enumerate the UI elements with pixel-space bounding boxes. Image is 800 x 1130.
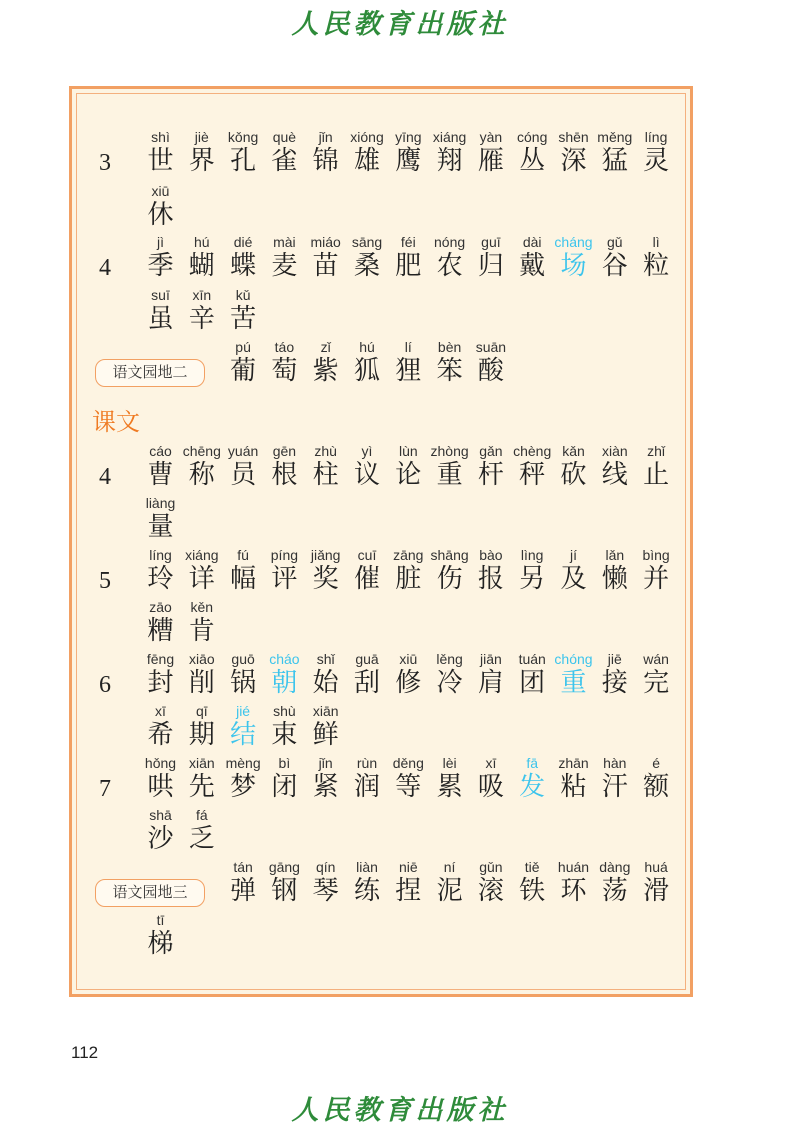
lesson-number: 4 bbox=[99, 255, 111, 281]
character-entry bbox=[636, 858, 677, 910]
pinyin: xiān bbox=[312, 703, 339, 719]
pinyin: táo bbox=[274, 339, 295, 355]
pinyin: què bbox=[272, 129, 297, 145]
pinyin: chèng bbox=[513, 443, 552, 459]
hanzi: 捏 bbox=[395, 876, 422, 906]
pinyin: tī bbox=[156, 912, 165, 928]
pinyin: dié bbox=[233, 234, 253, 250]
pinyin: zāo bbox=[149, 599, 172, 615]
hanzi: 吸 bbox=[477, 772, 504, 802]
pinyin: jì bbox=[157, 234, 164, 250]
hanzi: 另 bbox=[519, 564, 546, 594]
pinyin: yàn bbox=[479, 129, 503, 145]
pinyin: lǎn bbox=[605, 547, 625, 563]
hanzi: 紫 bbox=[312, 356, 339, 386]
pinyin: bèn bbox=[437, 339, 462, 355]
page-number: 112 bbox=[71, 1043, 99, 1062]
pinyin: xiāo bbox=[188, 651, 215, 667]
hanzi: 累 bbox=[436, 772, 463, 802]
pinyin: jiān bbox=[479, 651, 502, 667]
publisher-header: 人民教育出版社 bbox=[291, 9, 509, 40]
hanzi: 希 bbox=[147, 720, 174, 750]
hanzi: 戴 bbox=[519, 251, 546, 281]
pinyin: shā bbox=[149, 807, 172, 823]
hanzi: 梦 bbox=[230, 772, 257, 802]
pinyin: kǎn bbox=[562, 443, 585, 459]
hanzi: 哄 bbox=[147, 772, 174, 802]
pinyin: tiě bbox=[524, 859, 540, 875]
pinyin: chóng bbox=[554, 651, 593, 667]
pinyin: xiáng bbox=[432, 129, 467, 145]
hanzi: 季 bbox=[147, 251, 174, 281]
hanzi: 玲 bbox=[147, 564, 174, 594]
pinyin: fā bbox=[526, 755, 539, 771]
pinyin: kǔ bbox=[235, 287, 251, 303]
hanzi: 深 bbox=[560, 146, 587, 176]
pinyin: suān bbox=[475, 339, 507, 355]
pinyin: zǐ bbox=[320, 339, 331, 355]
hanzi: 农 bbox=[436, 251, 463, 281]
hanzi: 辛 bbox=[188, 304, 215, 334]
hanzi: 场 bbox=[560, 251, 587, 281]
hanzi: 翔 bbox=[436, 146, 463, 176]
pinyin: shù bbox=[273, 703, 296, 719]
pinyin: mèng bbox=[225, 755, 261, 771]
pinyin: jí bbox=[570, 547, 577, 563]
hanzi: 谷 bbox=[601, 251, 628, 281]
pinyin: jiē bbox=[607, 651, 622, 667]
pinyin: zhòng bbox=[430, 443, 469, 459]
pinyin: xióng bbox=[350, 129, 384, 145]
hanzi: 杆 bbox=[477, 460, 504, 490]
pinyin: nóng bbox=[434, 234, 466, 250]
pinyin: xiàn bbox=[601, 443, 628, 459]
hanzi: 曹 bbox=[147, 460, 174, 490]
hanzi: 苗 bbox=[312, 251, 339, 281]
hanzi: 休 bbox=[147, 200, 174, 230]
pinyin: fú bbox=[237, 547, 249, 563]
hanzi: 伤 bbox=[436, 564, 463, 594]
pinyin: cháng bbox=[554, 234, 593, 250]
pinyin: yīng bbox=[395, 129, 422, 145]
pinyin: xī bbox=[485, 755, 497, 771]
hanzi: 孔 bbox=[230, 146, 257, 176]
hanzi: 期 bbox=[188, 720, 215, 750]
pinyin: xiū bbox=[151, 183, 170, 199]
pinyin: hú bbox=[359, 339, 375, 355]
hanzi: 乏 bbox=[188, 824, 215, 854]
pinyin: jiǎng bbox=[310, 547, 341, 563]
hanzi: 练 bbox=[353, 876, 380, 906]
hanzi: 议 bbox=[353, 460, 380, 490]
hanzi: 团 bbox=[519, 668, 546, 698]
hanzi: 冷 bbox=[436, 668, 463, 698]
pinyin: zhǐ bbox=[647, 443, 666, 459]
hanzi: 丛 bbox=[519, 146, 546, 176]
pinyin: fá bbox=[195, 807, 208, 823]
hanzi: 催 bbox=[353, 564, 380, 594]
pinyin: hú bbox=[194, 234, 210, 250]
hanzi: 界 bbox=[188, 146, 215, 176]
hanzi: 等 bbox=[395, 772, 422, 802]
character-entry bbox=[305, 702, 346, 754]
hanzi: 砍 bbox=[560, 460, 587, 490]
hanzi: 虽 bbox=[147, 304, 174, 334]
pinyin: qín bbox=[315, 859, 336, 875]
character-entry bbox=[636, 650, 677, 702]
hanzi: 蝶 bbox=[230, 251, 257, 281]
character-entry bbox=[636, 128, 677, 180]
pinyin: liàn bbox=[356, 859, 378, 875]
pinyin: lùn bbox=[398, 443, 418, 459]
hanzi: 雄 bbox=[353, 146, 380, 176]
pinyin: pú bbox=[235, 339, 251, 355]
hanzi: 奖 bbox=[312, 564, 339, 594]
hanzi: 削 bbox=[188, 668, 215, 698]
language-garden-badge: 语文园地二 bbox=[95, 359, 205, 387]
hanzi: 狐 bbox=[353, 356, 380, 386]
hanzi: 朝 bbox=[271, 668, 298, 698]
pinyin: shēn bbox=[558, 129, 589, 145]
hanzi: 重 bbox=[560, 668, 587, 698]
pinyin: gāng bbox=[268, 859, 300, 875]
pinyin: xiáng bbox=[185, 547, 219, 563]
pinyin: hàn bbox=[603, 755, 627, 771]
hanzi: 归 bbox=[477, 251, 504, 281]
hanzi: 锦 bbox=[312, 146, 339, 176]
hanzi: 完 bbox=[643, 668, 670, 698]
pinyin: cháo bbox=[269, 651, 300, 667]
pinyin: zhān bbox=[558, 755, 589, 771]
pinyin: měng bbox=[597, 129, 633, 145]
hanzi: 锅 bbox=[230, 668, 257, 698]
pinyin: gǔn bbox=[479, 859, 503, 875]
hanzi: 量 bbox=[147, 512, 174, 542]
pinyin: liàng bbox=[145, 495, 176, 511]
hanzi: 评 bbox=[271, 564, 298, 594]
hanzi: 论 bbox=[395, 460, 422, 490]
hanzi: 荡 bbox=[601, 876, 628, 906]
hanzi: 雀 bbox=[271, 146, 298, 176]
pinyin: lěng bbox=[436, 651, 463, 667]
lesson-number: 6 bbox=[99, 672, 111, 698]
pinyin: xiān bbox=[188, 755, 215, 771]
hanzi: 紧 bbox=[312, 772, 339, 802]
character-entry bbox=[636, 233, 677, 285]
hanzi: 脏 bbox=[395, 564, 422, 594]
pinyin: děng bbox=[392, 755, 424, 771]
pinyin: jǐn bbox=[318, 755, 333, 771]
hanzi: 蝴 bbox=[188, 251, 215, 281]
pinyin: guā bbox=[355, 651, 379, 667]
pinyin: líng bbox=[149, 547, 172, 563]
pinyin: dàng bbox=[599, 859, 631, 875]
pinyin: píng bbox=[270, 547, 299, 563]
pinyin: líng bbox=[644, 129, 668, 145]
hanzi: 肯 bbox=[188, 616, 215, 646]
publisher-footer: 人民教育出版社 bbox=[291, 1095, 509, 1126]
pinyin: lí bbox=[404, 339, 412, 355]
pinyin: qī bbox=[195, 703, 208, 719]
hanzi: 粘 bbox=[560, 772, 587, 802]
pinyin: lèi bbox=[442, 755, 457, 771]
pinyin: é bbox=[652, 755, 660, 771]
pinyin: fēng bbox=[146, 651, 175, 667]
pinyin: gǎn bbox=[479, 443, 503, 459]
language-garden-badge: 语文园地三 bbox=[95, 879, 205, 907]
pinyin: dài bbox=[522, 234, 542, 250]
hanzi: 弹 bbox=[230, 876, 257, 906]
hanzi: 麦 bbox=[271, 251, 298, 281]
hanzi: 梯 bbox=[147, 929, 174, 959]
pinyin: mài bbox=[273, 234, 296, 250]
character-entry bbox=[140, 911, 181, 963]
pinyin: tuán bbox=[518, 651, 546, 667]
hanzi: 滑 bbox=[643, 876, 670, 906]
hanzi: 及 bbox=[560, 564, 587, 594]
hanzi: 铁 bbox=[519, 876, 546, 906]
pinyin: hǒng bbox=[144, 755, 177, 771]
hanzi: 钢 bbox=[271, 876, 298, 906]
hanzi: 幅 bbox=[230, 564, 257, 594]
hanzi: 灵 bbox=[643, 146, 670, 176]
hanzi: 封 bbox=[147, 668, 174, 698]
pinyin: bìng bbox=[642, 547, 670, 563]
hanzi: 结 bbox=[230, 720, 257, 750]
lesson-number: 7 bbox=[99, 776, 111, 802]
hanzi: 懒 bbox=[601, 564, 628, 594]
character-entry bbox=[181, 598, 222, 650]
hanzi: 鹰 bbox=[395, 146, 422, 176]
character-entry bbox=[470, 338, 511, 390]
hanzi: 接 bbox=[601, 668, 628, 698]
pinyin: zāng bbox=[393, 547, 424, 563]
hanzi: 猛 bbox=[601, 146, 628, 176]
hanzi: 重 bbox=[436, 460, 463, 490]
hanzi: 滚 bbox=[477, 876, 504, 906]
pinyin: huán bbox=[557, 859, 590, 875]
lesson-number: 4 bbox=[99, 464, 111, 490]
pinyin: shǐ bbox=[316, 651, 335, 667]
pinyin: shāng bbox=[430, 547, 469, 563]
hanzi: 员 bbox=[230, 460, 257, 490]
hanzi: 泥 bbox=[436, 876, 463, 906]
hanzi: 笨 bbox=[436, 356, 463, 386]
hanzi: 根 bbox=[271, 460, 298, 490]
character-entry bbox=[636, 442, 677, 494]
hanzi: 雁 bbox=[477, 146, 504, 176]
pinyin: miáo bbox=[310, 234, 341, 250]
hanzi: 沙 bbox=[147, 824, 174, 854]
hanzi: 葡 bbox=[230, 356, 257, 386]
hanzi: 先 bbox=[188, 772, 215, 802]
character-entry bbox=[140, 494, 181, 546]
pinyin: kěn bbox=[190, 599, 214, 615]
character-entry bbox=[140, 182, 181, 234]
pinyin: yì bbox=[361, 443, 373, 459]
hanzi: 闭 bbox=[271, 772, 298, 802]
hanzi: 发 bbox=[519, 772, 546, 802]
hanzi: 琴 bbox=[312, 876, 339, 906]
hanzi: 环 bbox=[560, 876, 587, 906]
pinyin: zhù bbox=[314, 443, 337, 459]
hanzi: 糟 bbox=[147, 616, 174, 646]
section-heading-lessons: 课文 bbox=[92, 408, 140, 436]
pinyin: guī bbox=[481, 234, 501, 250]
pinyin: rùn bbox=[356, 755, 378, 771]
pinyin: lì bbox=[652, 234, 660, 250]
hanzi: 并 bbox=[643, 564, 670, 594]
hanzi: 粒 bbox=[643, 251, 670, 281]
hanzi: 刮 bbox=[353, 668, 380, 698]
character-entry bbox=[636, 546, 677, 598]
pinyin: gǔ bbox=[607, 234, 623, 250]
hanzi: 称 bbox=[188, 460, 215, 490]
hanzi: 狸 bbox=[395, 356, 422, 386]
pinyin: guō bbox=[231, 651, 255, 667]
pinyin: huá bbox=[644, 859, 668, 875]
hanzi: 鲜 bbox=[312, 720, 339, 750]
pinyin: chēng bbox=[182, 443, 221, 459]
hanzi: 苦 bbox=[230, 304, 257, 334]
hanzi: 始 bbox=[312, 668, 339, 698]
hanzi: 桑 bbox=[353, 251, 380, 281]
hanzi: 秤 bbox=[519, 460, 546, 490]
hanzi: 润 bbox=[353, 772, 380, 802]
pinyin: xīn bbox=[192, 287, 212, 303]
hanzi: 世 bbox=[147, 146, 174, 176]
hanzi: 束 bbox=[271, 720, 298, 750]
pinyin: féi bbox=[400, 234, 416, 250]
pinyin: cóng bbox=[517, 129, 548, 145]
pinyin: tán bbox=[233, 859, 253, 875]
hanzi: 修 bbox=[395, 668, 422, 698]
lesson-number: 5 bbox=[99, 568, 111, 594]
hanzi: 汗 bbox=[601, 772, 628, 802]
pinyin: bì bbox=[278, 755, 291, 771]
lesson-number: 3 bbox=[99, 150, 111, 176]
hanzi: 柱 bbox=[312, 460, 339, 490]
pinyin: wán bbox=[643, 651, 669, 667]
hanzi: 肥 bbox=[395, 251, 422, 281]
pinyin: niē bbox=[398, 859, 418, 875]
pinyin: bào bbox=[479, 547, 503, 563]
hanzi: 止 bbox=[643, 460, 670, 490]
hanzi: 详 bbox=[188, 564, 215, 594]
pinyin: shì bbox=[151, 129, 170, 145]
pinyin: cuī bbox=[357, 547, 377, 563]
character-entry bbox=[181, 806, 222, 858]
character-entry bbox=[636, 754, 677, 806]
pinyin: xiū bbox=[399, 651, 418, 667]
pinyin: suī bbox=[151, 287, 170, 303]
pinyin: kǒng bbox=[227, 129, 259, 145]
pinyin: cáo bbox=[149, 443, 172, 459]
hanzi: 额 bbox=[643, 772, 670, 802]
pinyin: sāng bbox=[351, 234, 383, 250]
character-entry bbox=[223, 286, 264, 338]
hanzi: 萄 bbox=[271, 356, 298, 386]
pinyin: xī bbox=[155, 703, 166, 719]
hanzi: 报 bbox=[477, 564, 504, 594]
pinyin: ní bbox=[443, 859, 456, 875]
pinyin: gēn bbox=[272, 443, 297, 459]
hanzi: 酸 bbox=[477, 356, 504, 386]
pinyin: jǐn bbox=[318, 129, 333, 145]
pinyin: yuán bbox=[227, 443, 259, 459]
hanzi: 肩 bbox=[477, 668, 504, 698]
pinyin: lìng bbox=[520, 547, 544, 563]
hanzi: 线 bbox=[601, 460, 628, 490]
pinyin: jiè bbox=[194, 129, 209, 145]
pinyin: jié bbox=[236, 703, 251, 719]
